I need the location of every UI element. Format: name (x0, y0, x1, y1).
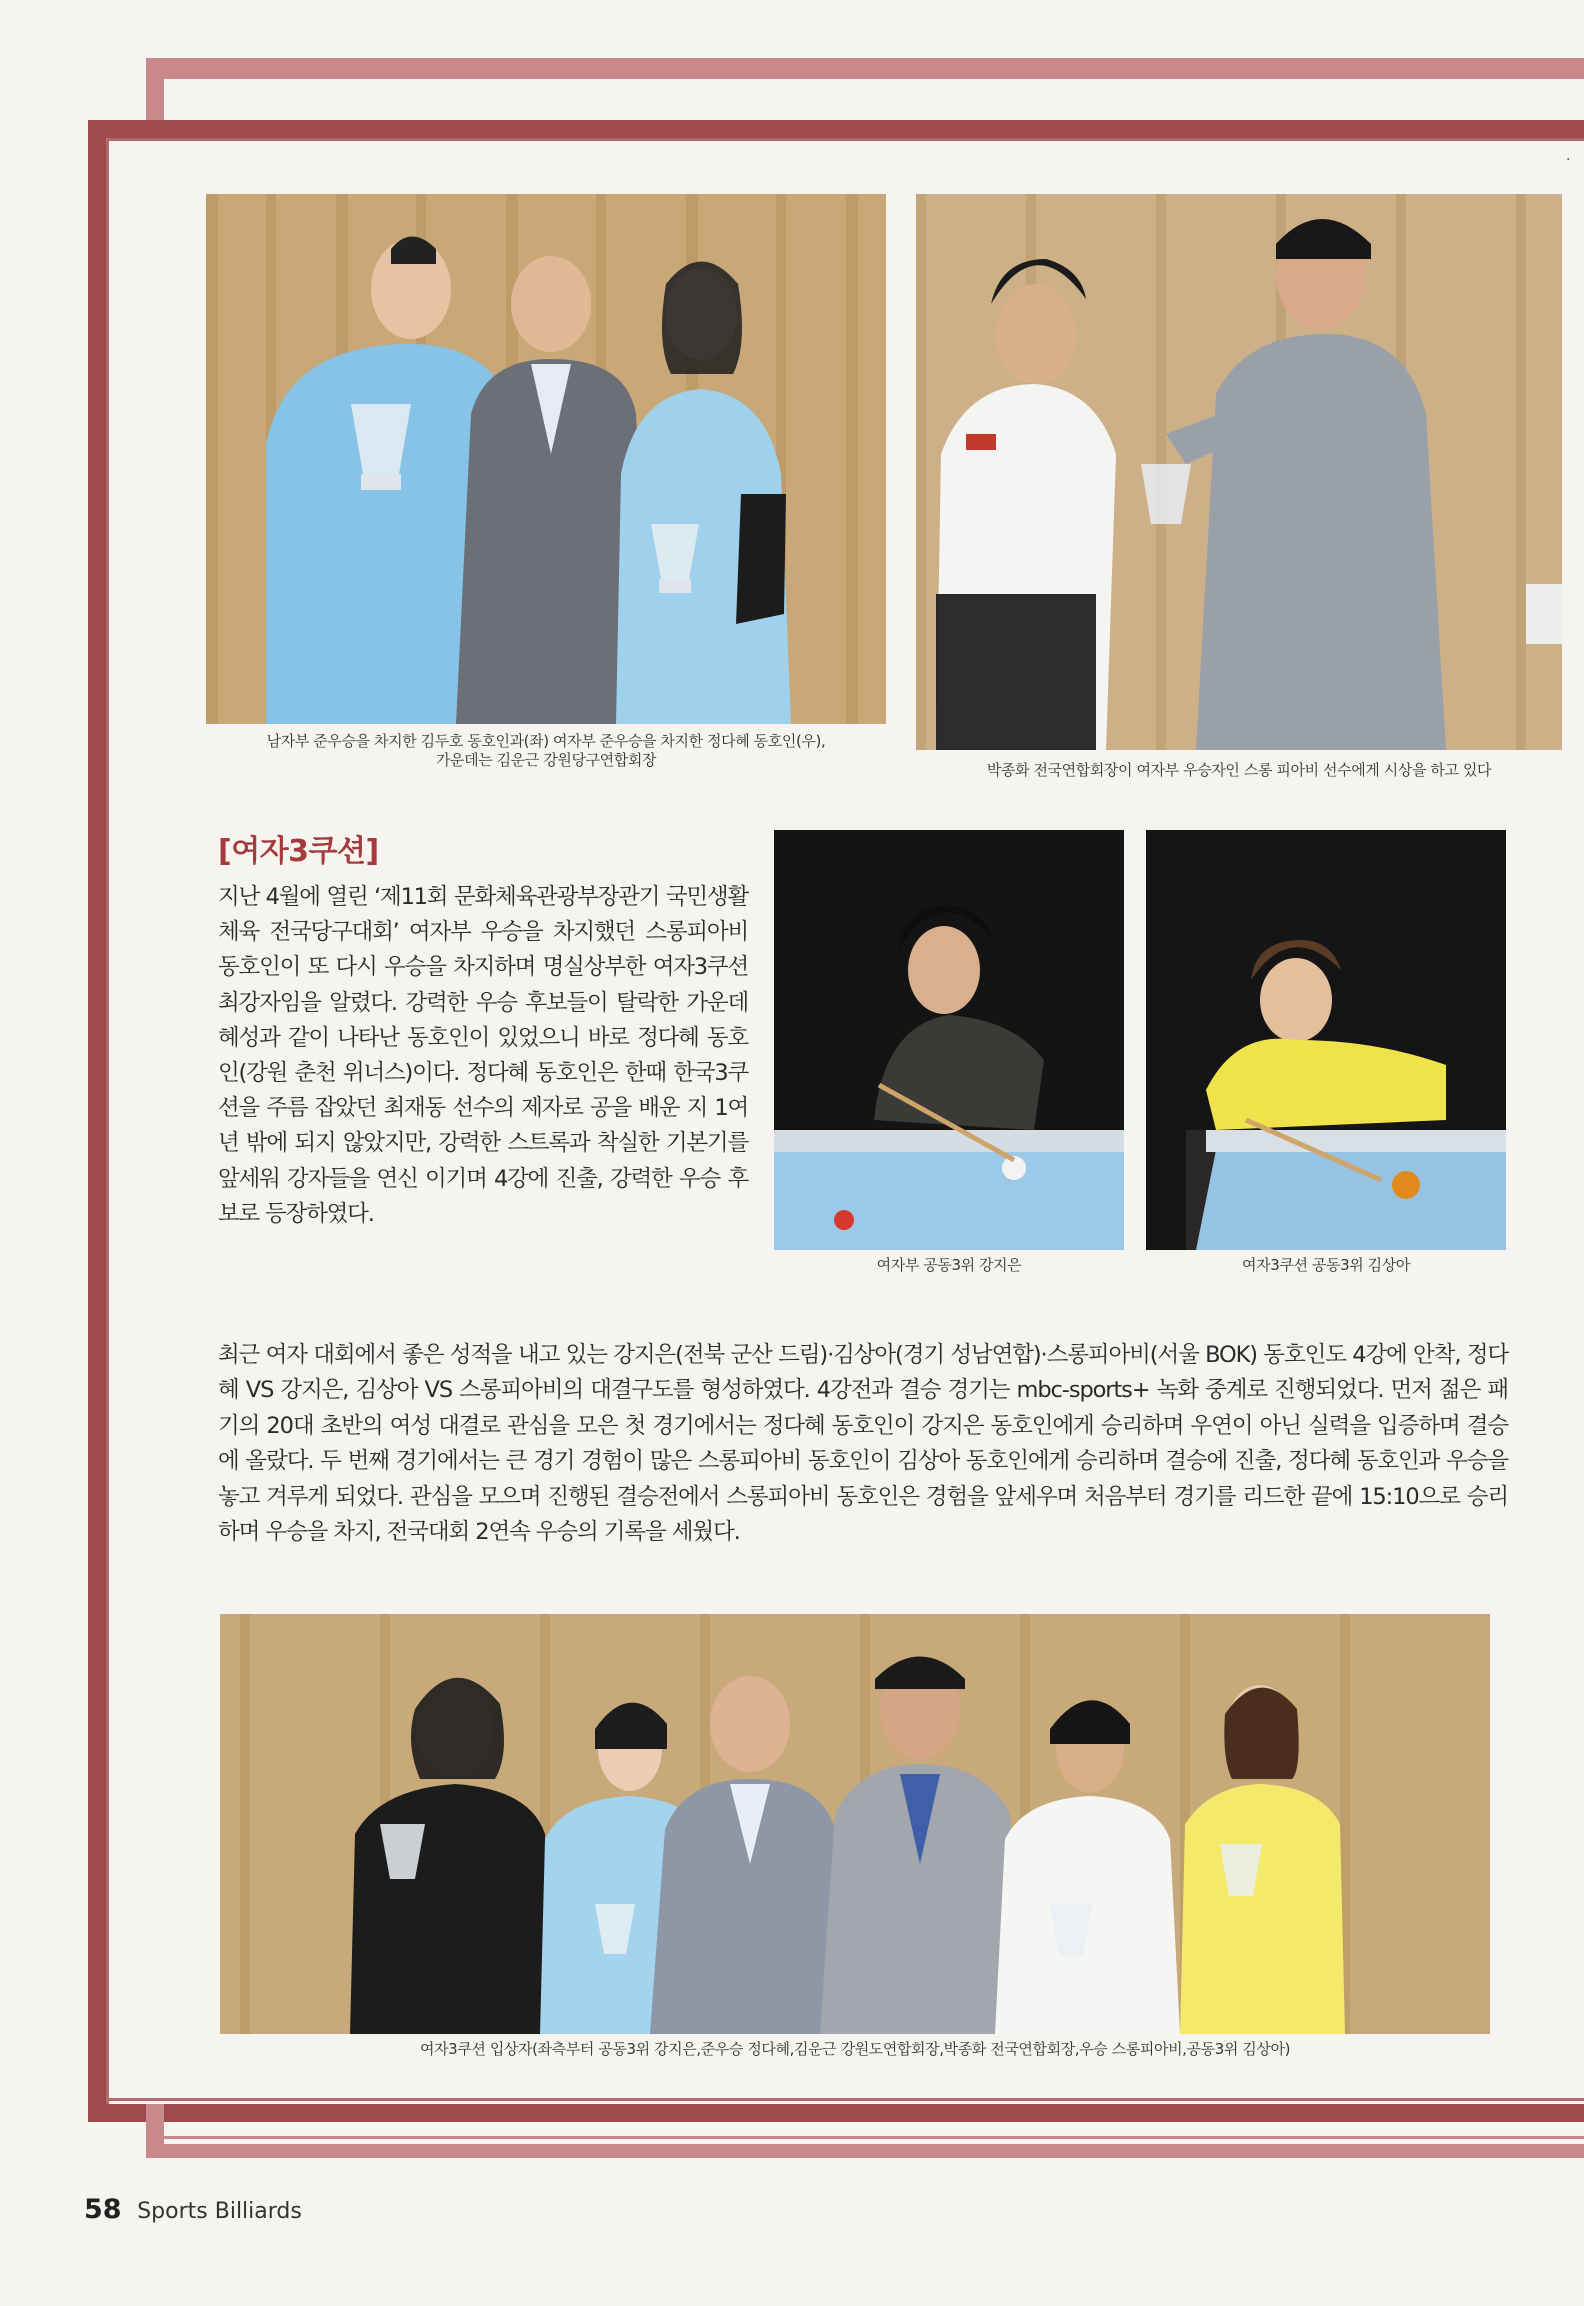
frame-bottom2-line (146, 2136, 1584, 2139)
photo-player-kang (774, 830, 1124, 1250)
frame-bottom2 (146, 2144, 1584, 2158)
caption-bottom: 여자3쿠션 입상자(좌측부터 공동3위 강지은,준우승 정다혜,김운근 강원도연합회장,박종화 전국연합회장,우승 스롱피아비,공동3위 김상아) (419, 2040, 1291, 2058)
paragraph-2-text: 최근 여자 대회에서 좋은 성적을 내고 있는 강지은(전북 군산 드림)·김상아(경기 성남연합)·스롱피아비(서울 BOK) 동호인도 4강에 안착, 정다혜 VS 강지은, 김상아 VS 스롱피아비의 대결구도를 형성하였다. 4강전과 결승 경기는 mbc-sports+ 녹화 중계로 진행되었다. 먼저 젊은 패기의 20대 초반의 여성 대결로 관심을 모은 첫 경기에서는 정다혜 동호인이 강지은 동호인에게 승리하며 우연이 아닌 실력을 입증하며 결승에 올랐다. 두 번째 경기에서는 큰 경기 경험이 많은 스롱피아비 동호인이 김상아 동호인에게 승리하며 결승에 진출, 정다혜 동호인과 우승을 놓고 겨루게 되었다. 관심을 모으며 진행된 결승전에서 스롱피아비 동호인은 경험을 앞세우며 처음부터 경기를 리드한 끝에 15:10으로 승리하며 우승을 차지, 전국대회 2연속 우승의 기록을 세웠다. (218, 1342, 1508, 1546)
paragraph-1-text: 지난 4월에 열린 ‘제11회 문화체육관광부장관기 국민생활체육 전국당구대회’ 여자부 우승을 차지했던 스롱피아비 동호인이 또 다시 우승을 차지하며 명실상부한 여자3쿠션 최강자임을 알렸다. 강력한 우승 후보들이 탈락한 가운데 혜성과 같이 나타난 동호인이 있었으니 바로 정다혜 동호인(강원 춘천 위너스)이다. 정다혜 동호인은 한때 한국3쿠션을 주름 잡았던 최재동 선수의 제자로 공을 배운 지 1여년 밖에 되지 않았지만, 강력한 스트록과 착실한 기본기를 앞세워 강자들을 연신 이기며 4강에 진출, 강력한 우승 후보로 등장하였다. (218, 884, 748, 1227)
frame-inner-left (88, 120, 106, 2120)
frame-bottom (88, 2104, 1584, 2122)
frame-bottom-line (109, 2098, 1584, 2101)
frame-outer-top-line (164, 76, 1584, 79)
photo-player-kim (1146, 830, 1506, 1250)
page-number: 58 (84, 2194, 122, 2225)
frame-outer-left (146, 58, 164, 126)
frame-inner-left-line (106, 138, 109, 2120)
photo-winners-group (220, 1614, 1490, 2034)
caption-mid-right: 여자3쿠션 공동3위 김상아 (1242, 1256, 1410, 1274)
caption-top-left-line2: 가운데는 김운근 강원당구연합회장 (435, 751, 657, 769)
magazine-name: Sports Billiards (137, 2199, 302, 2224)
photo-award-presentation (916, 194, 1562, 750)
caption-mid-left: 여자부 공동3위 강지은 (876, 1256, 1022, 1274)
frame-inner-top-line (106, 138, 1584, 141)
article-paragraph-2 (218, 1338, 1508, 1550)
caption-top-right: 박종화 전국연합회장이 여자부 우승자인 스롱 피아비 선수에게 시상을 하고 있다 (986, 761, 1492, 779)
page-footer (84, 2194, 302, 2225)
section-heading: [여자3쿠션] (218, 834, 379, 869)
article-paragraph-1 (218, 880, 748, 1232)
caption-top-left-line1: 남자부 준우승을 차지한 김두호 동호인과(좌) 여자부 준우승을 차지한 정다혜 동호인(우), (266, 732, 826, 750)
frame-outer-top (146, 58, 1584, 76)
frame-inner-top (88, 120, 1584, 138)
frame-bottom2-left (146, 2104, 164, 2158)
page-edge-mark: · (1566, 152, 1571, 168)
photo-award-runnersup (206, 194, 886, 724)
